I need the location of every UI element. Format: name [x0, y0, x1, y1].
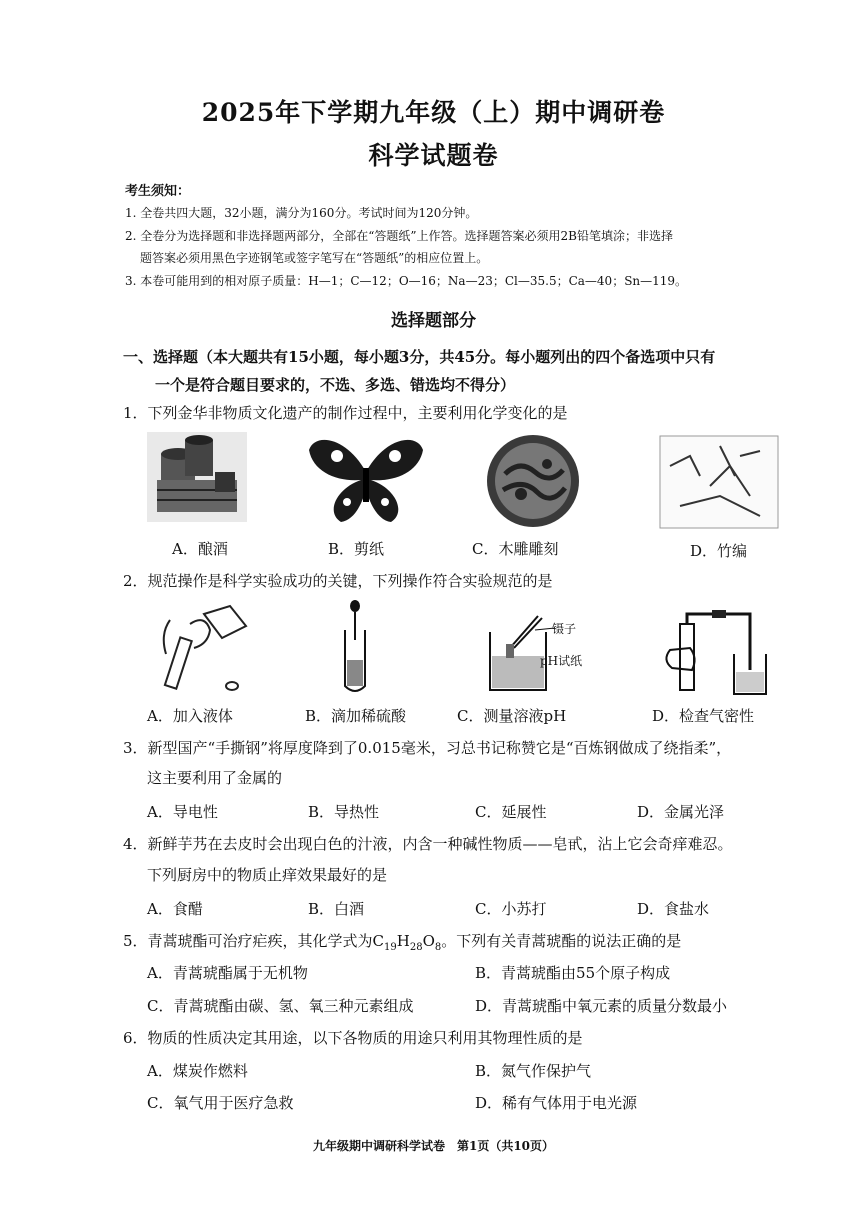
q2-stem: 2．规范操作是科学实验成功的关键，下列操作符合实验规范的是	[123, 572, 553, 590]
notice-item-2: 2. 全卷分为选择题和非选择题两部分，全部在“答题纸”上作答。选择题答案必须用2B铅笔填涂；非选择	[125, 229, 673, 243]
q3-option-b: B．导热性	[308, 803, 380, 821]
ph-paper-label: pH试纸	[540, 654, 583, 668]
q5-formula-o-count: 8	[434, 942, 442, 953]
tweezers-label: 镊子	[552, 622, 577, 636]
q1-stem: 1．下列金华非物质文化遗产的制作过程中，主要利用化学变化的是	[123, 404, 568, 422]
q3-stem-line2: 这主要利用了金属的	[147, 769, 283, 787]
q3-option-c: C．延展性	[475, 803, 547, 821]
wood-carving-icon	[485, 434, 581, 528]
page-footer: 九年级期中调研科学试卷 第1页（共10页）	[312, 1139, 555, 1153]
q1-caption-b: B．剪纸	[328, 540, 385, 558]
q5-formula-h-count: 28	[409, 942, 423, 953]
q4-option-c: C．小苏打	[475, 900, 547, 918]
exam-title: 2025年下学期九年级（上）期中调研卷	[201, 98, 666, 127]
q5-stem-prefix: 5．青蒿琥酯可治疗疟疾，其化学式为C	[123, 932, 385, 950]
wine-jars-icon	[147, 432, 247, 522]
q6-option-b: B．氮气作保护气	[475, 1062, 592, 1080]
q5-formula-h: H	[396, 932, 410, 950]
q1-caption-c: C．木雕雕刻	[472, 540, 559, 558]
pouring-liquid-icon	[150, 604, 250, 696]
q6-option-a: A．煤炭作燃料	[147, 1062, 248, 1080]
q5-option-c: C．青蒿琥酯由碳、氢、氧三种元素组成	[147, 997, 414, 1015]
q5-formula-c-count: 19	[384, 942, 397, 953]
paper-cut-butterfly-icon	[307, 432, 425, 526]
q2-caption-a: A．加入液体	[147, 707, 233, 725]
q2-caption-b: B．滴加稀硫酸	[305, 707, 407, 725]
q5-option-d: D．青蒿琥酯中氧元素的质量分数最小	[475, 997, 728, 1015]
q6-option-d: D．稀有气体用于电光源	[475, 1094, 638, 1112]
q2-caption-c: C．测量溶液pH	[457, 707, 567, 725]
notice-item-3: 3. 本卷可能用到的相对原子质量：H—1；C—12；O—16；Na—23；Cl—35.5；Ca—40；Sn—119。	[125, 274, 688, 288]
q4-option-b: B．白酒	[308, 900, 365, 918]
q1-caption-a: A．酿酒	[172, 540, 228, 558]
q5-option-a: A．青蒿琥酯属于无机物	[147, 964, 308, 982]
dropper-tube-icon	[340, 600, 370, 694]
q3-option-a: A．导电性	[147, 803, 218, 821]
notice-heading: 考生须知：	[125, 184, 191, 199]
section-heading-line1: 一、选择题（本大题共有15小题，每小题3分，共45分。每小题列出的四个备选项中只有	[123, 348, 716, 366]
notice-item-2-cont: 题答案必须用黑色字迹钢笔或签字笔写在“答题纸”的相应位置上。	[140, 251, 489, 265]
q4-option-a: A．食醋	[147, 900, 203, 918]
section-heading-line2: 一个是符合题目要求的，不选、多选、错选均不得分）	[155, 376, 516, 394]
q6-option-c: C．氧气用于医疗急救	[147, 1094, 294, 1112]
q5-stem	[123, 930, 681, 953]
q2-caption-d: D．检查气密性	[652, 707, 755, 725]
q5-option-b: B．青蒿琥酯由55个原子构成	[475, 964, 671, 982]
q4-option-d: D．食盐水	[637, 900, 710, 918]
notice-item-1: 1. 全卷共四大题，32小题，满分为160分。考试时间为120分钟。	[125, 206, 478, 220]
section-title: 选择题部分	[391, 311, 476, 331]
airtightness-icon	[660, 610, 772, 696]
bamboo-weaving-icon	[660, 436, 778, 528]
exam-subtitle: 科学试题卷	[368, 141, 499, 170]
q3-stem-line1: 3．新型国产“手撕钢”将厚度降到了0.015毫米，习总书记称赞它是“百炼钢做成了绕指柔”，	[123, 739, 732, 757]
q6-stem: 6．物质的性质决定其用途，以下各物质的用途只利用其物理性质的是	[123, 1029, 583, 1047]
q4-stem-line2: 下列厨房中的物质止痒效果最好的是	[147, 866, 388, 884]
q3-option-d: D．金属光泽	[637, 803, 725, 821]
q4-stem-line1: 4．新鲜芋艿在去皮时会出现白色的汁液，内含一种碱性物质——皂甙，沾上它会奇痒难忍。	[123, 835, 733, 853]
q5-formula-o: O	[422, 932, 435, 950]
q1-caption-d: D．竹编	[690, 542, 748, 560]
q5-stem-suffix: 。下列有关青蒿琥酯的说法正确的是	[441, 932, 682, 950]
